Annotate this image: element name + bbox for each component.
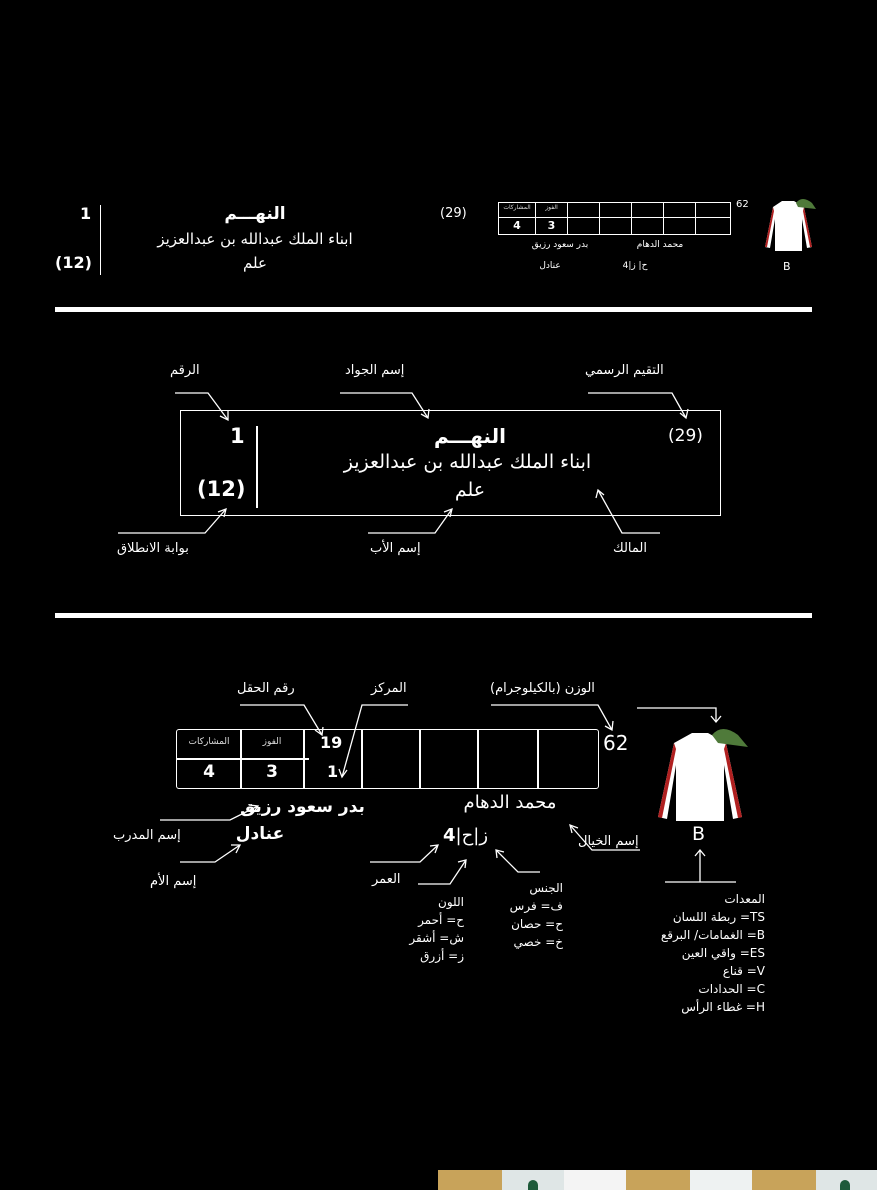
diagram1-sire: علم [454, 479, 486, 501]
row-owner: ابناء الملك عبدالله بن عبدالعزيز [157, 230, 353, 248]
diagram2-sex-letter: ح [461, 825, 474, 846]
diagram2-dam: عنادل [235, 824, 285, 844]
row-gate: (12) [55, 253, 92, 272]
row-dam: عنادل [539, 261, 561, 271]
equipment-legend-item: B= الغمامات/ البرقع [660, 928, 765, 942]
label-rating: التقيم الرسمي [585, 363, 664, 378]
label-dam: إسم الأم [150, 874, 197, 889]
row-wins-value: 3 [547, 219, 556, 232]
pattern-tile [564, 1170, 626, 1190]
pattern-dot [528, 1180, 538, 1190]
label-jockey: إسم الخيال [578, 834, 639, 849]
sex-legend-item: ح= حصان [511, 917, 563, 931]
label-trainer: إسم المدرب [113, 828, 181, 843]
row-header-runs: المشاركات [503, 204, 531, 211]
equipment-legend-title: المعدات [724, 892, 765, 906]
label-position: المركز [371, 681, 407, 696]
diagram1-owner: ابناء الملك عبدالله بن عبدالعزيز [343, 451, 592, 473]
pattern-tile [626, 1170, 690, 1190]
row-number: 1 [80, 204, 92, 223]
row-sire: علم [243, 254, 267, 272]
label-weight: الوزن (بالكيلوجرام) [490, 681, 595, 696]
equipment-legend-item: C= الحدادات [698, 982, 765, 996]
row-weight: 62 [736, 199, 749, 210]
diagram2-field-number: 19 [320, 733, 343, 752]
equipment-legend-item: H= غطاء الرأس [681, 1000, 765, 1014]
row-jockey: محمد الدهام [636, 240, 684, 250]
diagram1-horse-name: النهـــم [434, 424, 506, 448]
diagram2-equipment: B [692, 823, 706, 845]
diagram2-weight: 62 [603, 731, 629, 755]
diagram2-wins-value: 3 [266, 762, 278, 782]
pattern-tile [690, 1170, 752, 1190]
pattern-dot [840, 1180, 850, 1190]
equipment-legend-item: TS= ربطة اللسان [672, 910, 765, 924]
label-owner: المالك [613, 541, 647, 556]
equipment-legend-item: ES= واقي العين [681, 946, 765, 960]
sex-legend-title: الجنس [529, 881, 563, 895]
color-legend-item: ش= أشقر [409, 931, 464, 945]
row-age-sex-color: ح| ز|4 [622, 261, 648, 271]
pattern-tile [752, 1170, 816, 1190]
diagram1-number: 1 [230, 424, 245, 448]
diagram2-jockey: محمد الدهام [463, 792, 557, 813]
label-horse-name: إسم الجواد [345, 363, 405, 378]
label-field-number: رقم الحقل [237, 681, 295, 696]
color-legend-title: اللون [438, 895, 464, 909]
label-number: الرقم [170, 363, 200, 378]
row-rating: (29) [440, 206, 467, 221]
color-legend-item: ح= أحمر [418, 913, 464, 927]
diagram1-rating: (29) [668, 426, 703, 446]
label-sire: إسم الأب [370, 541, 421, 556]
diagram2-header-wins: الفوز [262, 737, 282, 747]
diagram2-color-letter: ز [479, 825, 489, 846]
pattern-tile [438, 1170, 502, 1190]
sex-legend-item: خ= خصي [513, 935, 563, 949]
row-equipment: B [783, 260, 791, 273]
row-trainer: بدر سعود رزيق [531, 240, 589, 250]
diagram2-trainer: بدر سعود رزيق [240, 797, 365, 817]
diagram2-age: 4 [443, 825, 456, 846]
row-runs-value: 4 [513, 219, 521, 232]
diagram2-age-sex-color: 4| ز|ح [443, 825, 489, 846]
diagram2-header-runs: المشاركات [188, 737, 230, 747]
color-legend-item: ز= أزرق [420, 949, 464, 963]
diagram1-gate: (12) [197, 477, 246, 501]
label-age: العمر [372, 872, 401, 887]
label-gate: بوابة الانطلاق [117, 541, 189, 556]
diagram2-position: 1 [327, 762, 339, 781]
sex-legend-item: ف= فرس [509, 899, 563, 913]
equipment-legend-item: V= قناع [722, 964, 765, 978]
row-horse-name: النهـــم [224, 204, 286, 224]
row-header-wins: الفوز [545, 204, 558, 211]
diagram2-runs-value: 4 [203, 762, 215, 782]
